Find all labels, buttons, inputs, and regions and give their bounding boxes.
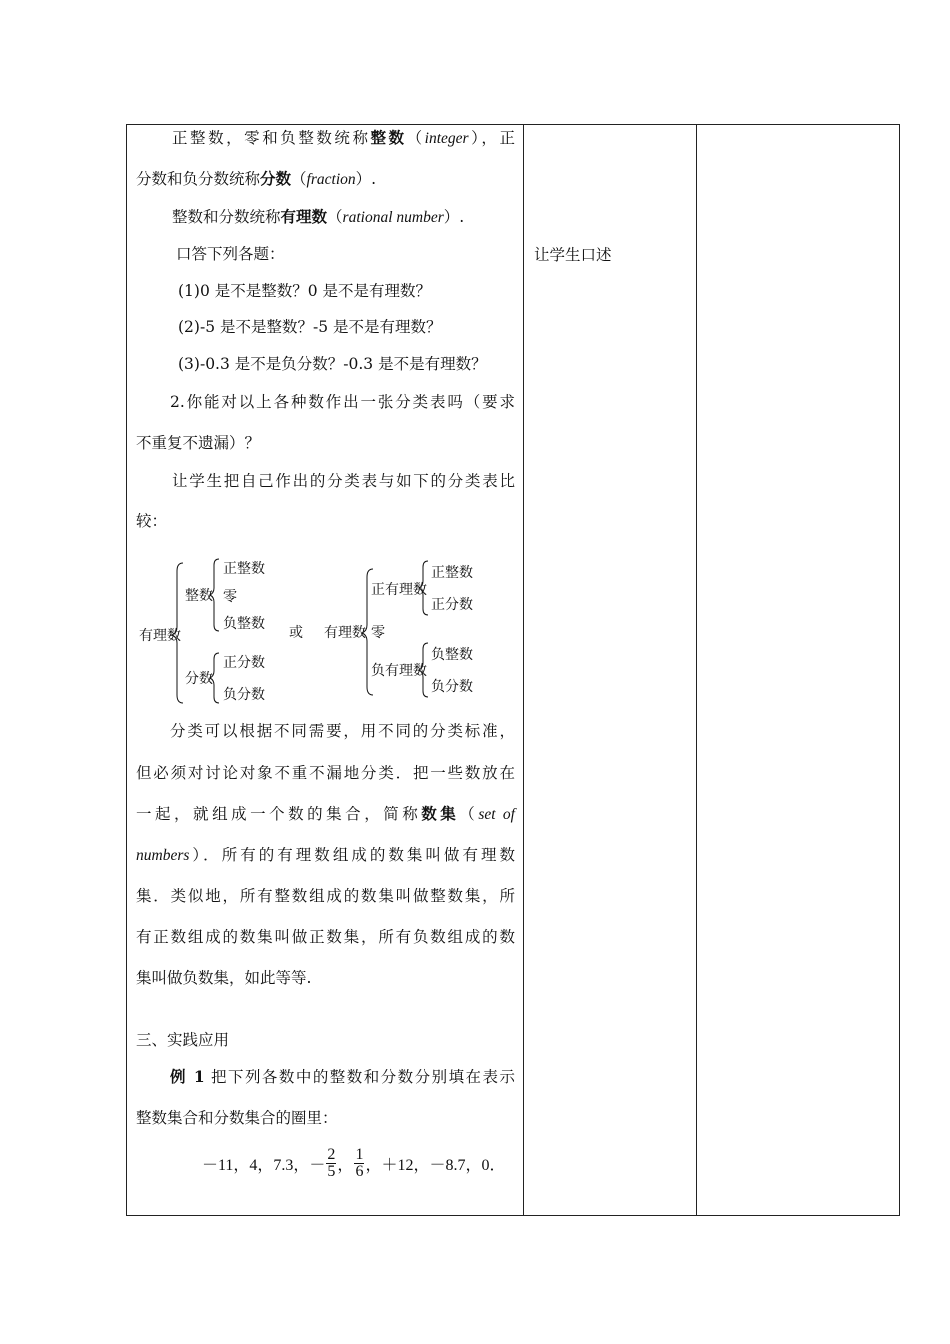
diagram-left-int-item-3: 负整数	[223, 616, 265, 632]
paragraph-line-6: 有正数组成的数集叫做正数集，所有负数组成的数	[136, 928, 515, 946]
diagram-right-pos: 正有理数	[371, 582, 427, 598]
teaching-content-cell	[127, 125, 524, 1216]
student-activity-cell	[524, 125, 697, 1216]
example-line-1: 例 1 把下列各数中的整数和分数分别填在表示	[170, 1067, 515, 1086]
diagram-right-neg: 负有理数	[371, 663, 427, 679]
diagram-left-root: 有理数	[139, 628, 181, 644]
diagram-left-int: 整数	[185, 588, 213, 604]
fraction-2-5: 2 5	[327, 1145, 336, 1180]
notes-cell	[697, 125, 900, 1216]
section-heading: 三、实践应用	[136, 1031, 230, 1049]
paragraph-line-3: 一起，就组成一个数的集合，简称数集（set of	[136, 804, 515, 823]
diagram-left-int-item-1: 正整数	[223, 561, 265, 577]
paragraph-line-7: 集叫做负数集，如此等等.	[136, 969, 312, 987]
diagram-or: 或	[289, 625, 303, 641]
diagram-left-int-item-2: 零	[223, 589, 237, 605]
diagram-left-frac-item-2: 负分数	[223, 687, 265, 703]
example-line-2: 整数集合和分数集合的圈里：	[136, 1109, 338, 1127]
number-list	[202, 1143, 505, 1183]
question-2: (2)-5 是不是整数？-5 是不是有理数？	[178, 318, 442, 336]
question-1: (1)0 是不是整数？0 是不是有理数？	[178, 282, 432, 300]
question-3: (3)-0.3 是不是负分数？-0.3 是不是有理数？	[178, 355, 487, 373]
number-list-part-b: ，＋12，－8.7，0．	[365, 1156, 506, 1174]
question-intro: 口答下列各题：	[176, 245, 285, 263]
definition-rational: 整数和分数统称有理数（rational number）.	[172, 207, 465, 226]
diagram-right-neg-item-2: 负分数	[431, 679, 473, 695]
student-note: 让学生口述	[534, 246, 612, 264]
definition-fraction: 分数和负分数统称分数（fraction）.	[136, 169, 377, 188]
paragraph-line-1: 分类可以根据不同需要，用不同的分类标准，	[170, 722, 515, 740]
diagram-left-frac-item-1: 正分数	[223, 655, 265, 671]
number-list-sep: ，	[337, 1156, 354, 1174]
compare-line-1: 让学生把自己作出的分类表与如下的分类表比	[172, 472, 515, 490]
diagram-right-neg-item-1: 负整数	[431, 647, 473, 663]
diagram-right-pos-item-1: 正整数	[431, 565, 473, 581]
diagram-right-zero: 零	[371, 625, 385, 641]
diagram-right-root: 有理数	[324, 625, 366, 641]
compare-line-2: 较：	[136, 512, 168, 530]
number-list-part-a: －11，4，7.3，－	[202, 1156, 326, 1174]
fraction-1-6: 1 6	[355, 1145, 364, 1180]
paragraph-line-2: 但必须对讨论对象不重不漏地分类．把一些数放在	[136, 764, 515, 782]
classification-diagram	[137, 553, 477, 713]
task-2-line-1: 2.你能对以上各种数作出一张分类表吗（要求	[170, 393, 515, 411]
paragraph-line-5: 集．类似地，所有整数组成的数集叫做整数集，所	[136, 887, 515, 905]
diagram-left-frac: 分数	[185, 671, 213, 687]
paragraph-line-4: numbers）．所有的有理数组成的数集叫做有理数	[136, 846, 515, 864]
lesson-table	[126, 124, 900, 1216]
diagram-right-pos-item-2: 正分数	[431, 597, 473, 613]
definition-integer: 正整数，零和负整数统称整数（integer），正	[172, 128, 515, 147]
task-2-line-2: 不重复不遗漏）？	[136, 434, 261, 452]
